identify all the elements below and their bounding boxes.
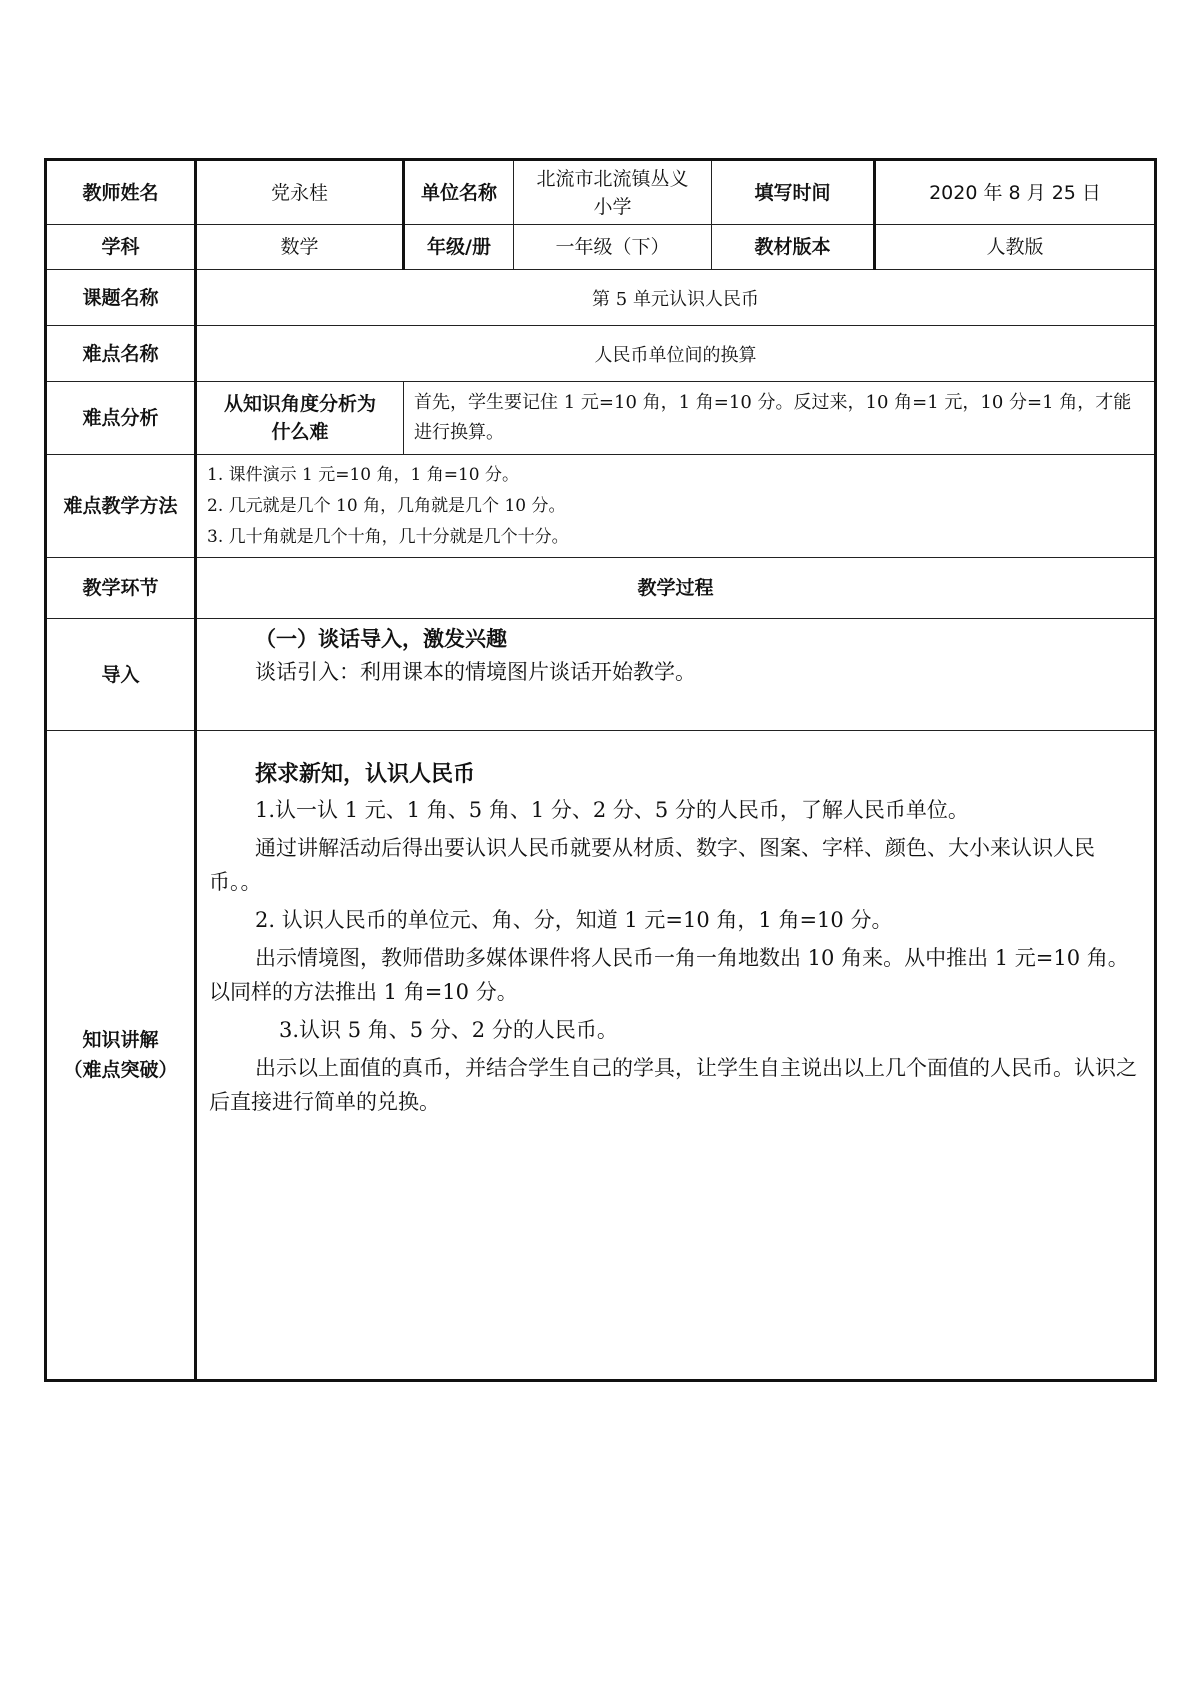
topic-value: 第 5 单元认识人民币 — [196, 270, 1156, 326]
methods-row — [46, 455, 1156, 558]
edition-value: 人教版 — [875, 225, 1156, 270]
topic-label: 课题名称 — [46, 270, 196, 326]
knowledge-paragraph-6: 出示以上面值的真币，并结合学生自己的学具，让学生自主说出以上几个面值的人民币。认识之后直接进行简单的兑换。 — [209, 1056, 1137, 1114]
subject-label: 学科 — [46, 225, 196, 270]
analysis-text: 首先，学生要记住 1 元=10 角，1 角=10 分。反过来，10 角=1 元，10 分=1 角，才能进行换算。 — [404, 382, 1156, 455]
grade-label: 年级/册 — [404, 225, 514, 270]
methods-list — [196, 455, 1156, 558]
unit-value-line2: 小学 — [593, 195, 632, 218]
teacher-name-label: 教师姓名 — [46, 160, 196, 225]
intro-row — [46, 619, 1156, 731]
edition-label: 教材版本 — [712, 225, 875, 270]
grade-value: 一年级（下） — [514, 225, 712, 270]
difficulty-row — [46, 326, 1156, 382]
knowledge-paragraph-2: 通过讲解活动后得出要认识人民币就要从材质、数字、图案、字样、颜色、大小来认识人民币。。 — [209, 836, 1095, 894]
topic-row — [46, 270, 1156, 326]
stage-label: 教学环节 — [46, 558, 196, 619]
knowledge-paragraph-4: 出示情境图，教师借助多媒体课件将人民币一角一角地数出 10 角来。从中推出 1 元=10 角。以同样的方法推出 1 角=10 分。 — [209, 946, 1129, 1004]
difficulty-label: 难点名称 — [46, 326, 196, 382]
header-row-1 — [46, 160, 1156, 225]
knowledge-label-line1: 知识讲解 — [82, 1029, 159, 1051]
intro-heading: （一）谈话导入，激发兴趣 — [255, 627, 507, 651]
knowledge-paragraph-1: 1.认一认 1 元、1 角、5 角、1 分、2 分、5 分的人民币，了解人民币单位。 — [255, 798, 969, 822]
knowledge-row — [46, 731, 1156, 1381]
method-item-1: 1. 课件演示 1 元=10 角，1 角=10 分。 — [207, 464, 520, 485]
header-row-2 — [46, 225, 1156, 270]
knowledge-paragraph-5: 3.认识 5 角、5 分、2 分的人民币。 — [279, 1018, 618, 1042]
analysis-sub-label-line2: 什么难 — [271, 421, 329, 443]
intro-content — [196, 619, 1156, 731]
analysis-label: 难点分析 — [46, 382, 196, 455]
methods-label: 难点教学方法 — [46, 455, 196, 558]
analysis-row — [46, 382, 1156, 455]
unit-value — [514, 160, 712, 225]
fill-time-value: 2020 年 8 月 25 日 — [875, 160, 1156, 225]
intro-text: 谈话引入：利用课本的情境图片谈话开始教学。 — [255, 660, 696, 684]
fill-time-label: 填写时间 — [712, 160, 875, 225]
method-item-2: 2. 几元就是几个 10 角，几角就是几个 10 分。 — [207, 495, 566, 516]
lesson-plan-sheet — [44, 158, 1154, 1382]
analysis-sub-label — [196, 382, 404, 455]
unit-value-line1: 北流市北流镇丛义 — [536, 167, 689, 190]
difficulty-value: 人民币单位间的换算 — [196, 326, 1156, 382]
lesson-plan-table — [44, 158, 1157, 1382]
unit-label: 单位名称 — [404, 160, 514, 225]
method-item-3: 3. 几十角就是几个十角，几十分就是几个十分。 — [207, 526, 569, 547]
knowledge-paragraph-3: 2. 认识人民币的单位元、角、分，知道 1 元=10 角，1 角=10 分。 — [255, 908, 893, 932]
knowledge-heading: 探求新知，认识人民币 — [255, 762, 476, 787]
teacher-name-value: 党永桂 — [196, 160, 404, 225]
knowledge-content — [196, 731, 1156, 1381]
process-header-row — [46, 558, 1156, 619]
subject-value: 数学 — [196, 225, 404, 270]
analysis-sub-label-line1: 从知识角度分析为 — [224, 393, 377, 415]
intro-label: 导入 — [46, 619, 196, 731]
knowledge-label — [46, 731, 196, 1381]
knowledge-label-line2: （难点突破） — [63, 1059, 178, 1081]
process-label: 教学过程 — [196, 558, 1156, 619]
